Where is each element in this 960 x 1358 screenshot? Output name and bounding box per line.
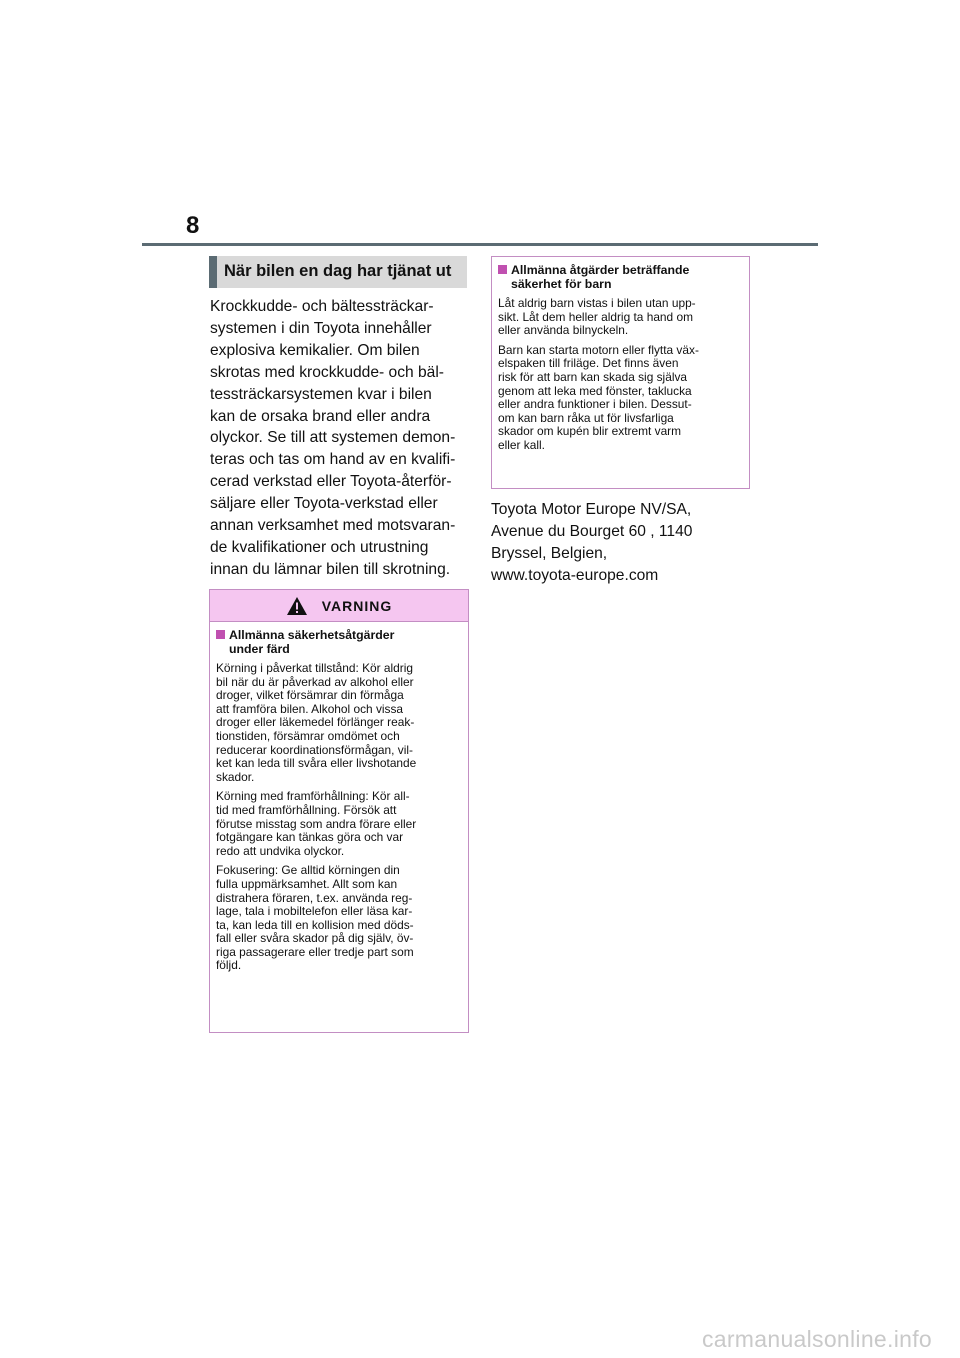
warning-content [210,622,468,973]
child-safety-sub-heading [498,263,743,291]
warning-triangle-icon [286,596,308,616]
warning-sub-heading [216,628,462,656]
text-line: Körning i påverkat tillstånd: Kör aldrig [216,661,413,675]
warning-box [209,589,469,1033]
body-text [210,296,472,581]
address-line: Toyota Motor Europe NV/SA, [491,501,692,518]
address-line: Avenue du Bourget 60 , 1140 [491,522,693,540]
text-line: riga passagerare eller tredje part som [216,944,414,959]
heading-line: Allmänna säkerhetsåtgärder [229,628,395,642]
text-line: sikt. Låt dem heller aldrig ta hand om [498,309,693,324]
warning-title: VARNING [321,597,393,614]
body-line: systemen i din Toyota innehåller [210,319,432,337]
paragraph [216,662,462,784]
text-line: Fokusering: Ge alltid körningen din [216,863,400,878]
text-line: skador om kupén blir extremt varm [498,424,682,439]
text-line: tid med framförhållning. Försök att [216,802,397,817]
text-line: eller använda bilnyckeln. [498,323,629,338]
address [491,499,751,587]
text-line: förutse misstag som andra förare eller [216,816,417,831]
text-line: fall eller svåra skador på dig själv, öv- [216,931,414,946]
text-line: risk för att barn kan skada sig själva [498,369,688,384]
paragraph [216,864,462,973]
child-safety-content [492,257,749,453]
body-line: de kvalifikationer och utrustning [210,538,429,556]
body-line: teras och tas om hand av en kvalifi- [210,451,456,469]
text-line: eller andra funktioner i bilen. Dessut- [498,397,692,412]
heading-line: under färd [229,642,290,656]
paragraph [498,297,743,338]
text-line: följd. [216,958,242,973]
warning-header [210,590,468,622]
watermark: carmanualsonline.info [701,1326,932,1352]
text-line: lage, tala i mobiltelefon eller läsa kar- [216,904,413,919]
body-line: tessträckarsystemen kvar i bilen [210,385,432,403]
section-heading: När bilen en dag har tjänat ut [209,256,467,288]
body-line: explosiva kemikalier. Om bilen [210,341,420,359]
body-line: säljare eller Toyota-verkstad eller [210,495,438,513]
text-line: tionstiden, försämrar omdömet och [216,728,400,743]
text-line: att framföra bilen. Alkohol och vissa [216,701,404,716]
text-line: Låt aldrig barn vistas i bilen utan upp- [498,296,696,310]
body-line: innan du lämnar bilen till skrotning. [210,560,451,578]
body-line: skrotas med krockkudde- och bäl- [210,363,445,381]
body-line: kan de orsaka brand eller andra [210,407,431,425]
paragraph [498,344,743,453]
square-bullet-icon [216,630,225,639]
text-line: redo att undvika olyckor. [216,843,345,858]
text-line: droger eller läkemedel förlänger reak- [216,715,415,730]
text-line: elspaken till friläge. Det finns även [498,356,679,371]
address-line: www.toyota-europe.com [491,566,659,584]
text-line: Körning med framförhållning: Kör all- [216,789,410,804]
paragraph [216,790,462,858]
text-line: ta, kan leda till en kollision med döds- [216,917,414,932]
text-line: eller kall. [498,437,545,452]
header-rule [142,243,818,246]
text-line: skador. [216,769,255,784]
text-line: droger, vilket försämrar din förmåga [216,688,404,703]
body-line: annan verksamhet med motsvaran- [210,517,456,535]
text-line: genom att leka med fönster, taklucka [498,383,692,398]
body-line: cerad verkstad eller Toyota-återför- [210,473,452,491]
body-line: Krockkudde- och bältessträckar- [210,298,434,315]
body-line: olyckor. Se till att systemen demon- [210,429,456,447]
square-bullet-icon [498,265,507,274]
text-line: distrahera föraren, t.ex. använda reg- [216,890,413,905]
heading-line: Allmänna åtgärder beträffande [511,263,690,277]
child-safety-box [491,256,750,489]
text-line: reducerar koordinationsförmågan, vil- [216,742,413,757]
text-line: fotgängare kan tänkas göra och var [216,830,404,845]
heading-line: säkerhet för barn [511,277,612,291]
text-line: bil när du är påverkad av alkohol eller [216,674,414,689]
text-line: ket kan leda till svåra eller livshotande [216,756,417,771]
text-line: fulla uppmärksamhet. Allt som kan [216,876,398,891]
text-line: Barn kan starta motorn eller flytta väx- [498,342,699,357]
page-number: 8 [186,212,200,239]
text-line: om kan barn råka ut för livsfarliga [498,410,674,425]
address-line: Bryssel, Belgien, [491,544,608,562]
